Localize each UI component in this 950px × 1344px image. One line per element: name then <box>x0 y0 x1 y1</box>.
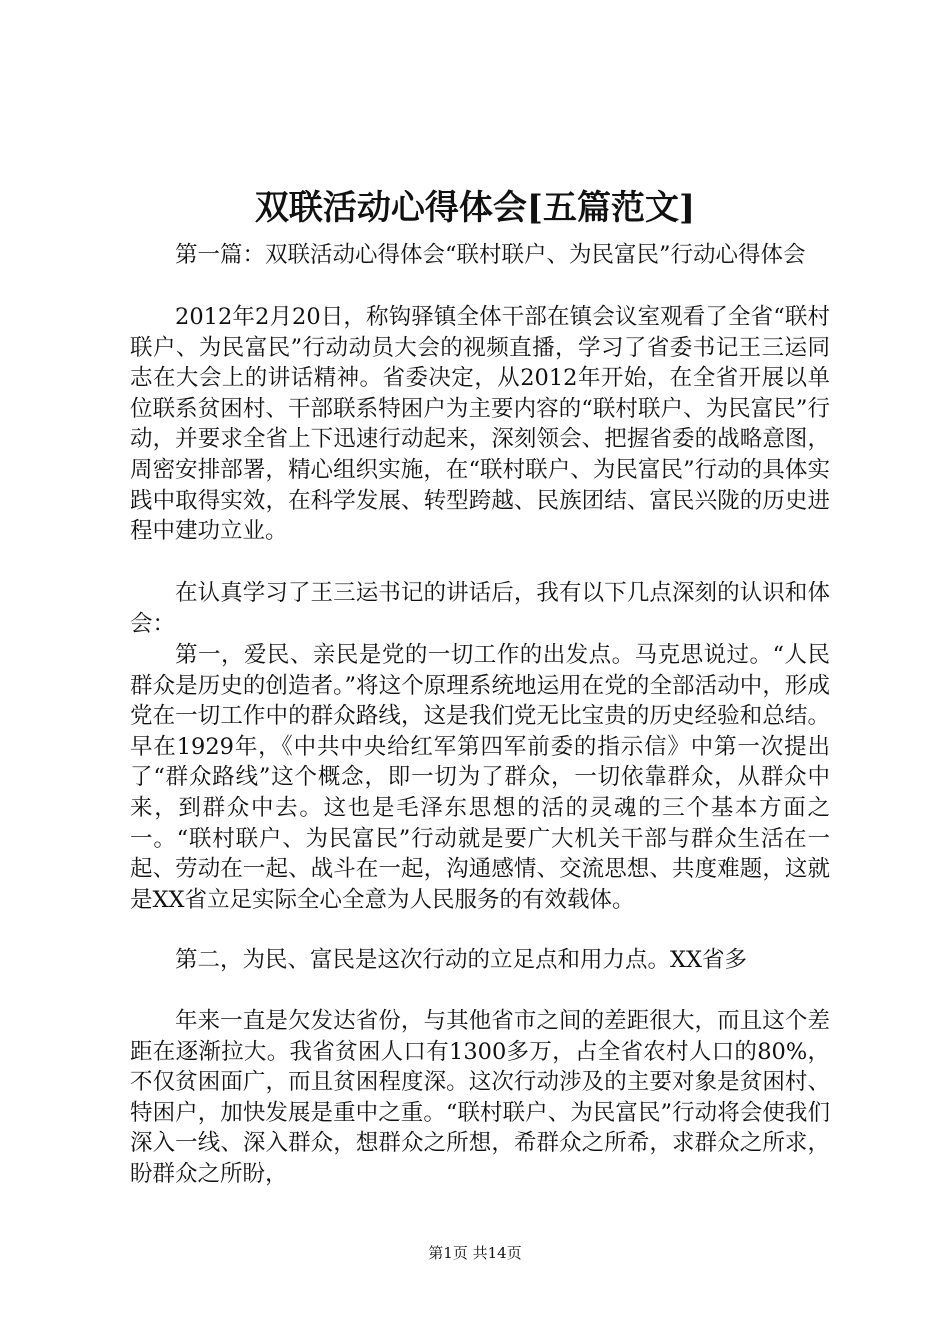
paragraph-understanding: 在认真学习了王三运书记的讲话后，我有以下几点深刻的认识和体会： <box>130 580 830 637</box>
page-footer: 第1页 共14页 <box>428 1244 522 1262</box>
paragraph-point-one: 第一，爱民、亲民是党的一切工作的出发点。马克思说过。“人民群众是历史的创造者。”将这个原理系统地运用在党的全部活动中，形成党在一切工作中的群众路线，这是我们党无比宝贵的历史经验和总结。早在1929年，《中共中央给红军第四军前委的指示信》中第一次提出了“群众路线”这个概念，即一切为了群众，一切依靠群众，从群众中来，到群众中去。这也是毛泽东思想的活的灵魂的三个基本方面之一。“联村联户、为民富民”行动就是要广大机关干部与群众生活在一起、劳动在一起、战斗在一起，沟通感情、交流思想、共度难题，这就是XX省立足实际全心全意为人民服务的有效载体。 <box>130 642 830 913</box>
paragraph-chapter-heading: 第一篇：双联活动心得体会“联村联户、为民富民”行动心得体会 <box>175 242 806 268</box>
paragraph-continuation: 年来一直是欠发达省份，与其他省市之间的差距很大，而且这个差距在逐渐拉大。我省贫困人口有1300多万，占全省农村人口的80%，不仅贫困面广，而且贫困程度深。这次行动涉及的主要对象是贫困村、特困户，加快发展是重中之重。“联村联户、为民富民”行动将会使我们深入一线、深入群众，想群众之所想，希群众之所希，求群众之所求，盼群众之所盼， <box>130 1008 830 1187</box>
paragraph-intro: 2012年2月20日，称钩驿镇全体干部在镇会议室观看了全省“联村联户、为民富民”行动动员大会的视频直播，学习了省委书记王三运同志在大会上的讲话精神。省委决定，从2012年开始，在全省开展以单位联系贫困村、干部联系特困户为主要内容的“联村联户、为民富民”行动，并要求全省上下迅速行动起来，深刻领会、把握省委的战略意图，周密安排部署，精心组织实施，在“联村联户、为民富民”行动的具体实践中取得实效，在科学发展、转型跨越、民族团结、富民兴陇的历史进程中建功立业。 <box>130 304 830 545</box>
paragraph-point-two: 第二，为民、富民是这次行动的立足点和用力点。XX省多 <box>175 947 748 973</box>
page-title: 双联活动心得体会[五篇范文] <box>254 188 696 228</box>
